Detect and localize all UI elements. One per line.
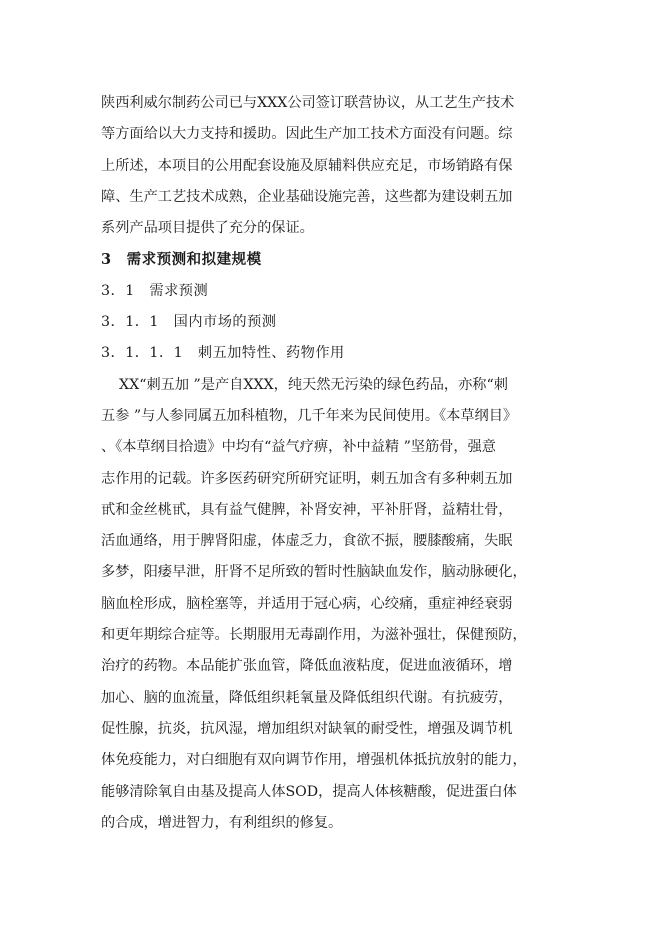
text-line: 多梦，阳痿早泄，肝肾不足所致的暂时性脑缺血发作，脑动脉硬化， bbox=[101, 564, 527, 581]
text-line: 能够清除氧自由基及提高人体SOD，提高人体核糖酸，促进蛋白体 bbox=[101, 783, 517, 800]
document-body bbox=[101, 88, 561, 839]
paragraph-1 bbox=[101, 88, 561, 244]
section-heading-3-1: 3．1 需求预测 bbox=[101, 282, 209, 299]
text-line: 志作用的记载。许多医药研究所研究证明，刺五加含有多种刺五加 bbox=[101, 470, 513, 487]
text-line: 促性腺，抗炎，抗风湿，增加组织对缺氧的耐受性，增强及调节机 bbox=[101, 720, 513, 737]
paragraph-2 bbox=[101, 370, 561, 839]
text-line: 治疗的药物。本品能扩张血管，降低血液粘度，促进血液循环，增 bbox=[101, 658, 513, 675]
text-line: 的合成，增进智力，有利组织的修复。 bbox=[101, 814, 343, 831]
text-line: 活血通络，用于脾肾阳虚，体虚乏力，食欲不振，腰膝酸痛，失眠 bbox=[101, 533, 513, 550]
text-line: 脑血栓形成，脑栓塞等，并适用于冠心病，心绞痛，重症神经衰弱 bbox=[101, 595, 513, 612]
text-line: 等方面给以大力支持和援助。因此生产加工技术方面没有问题。综 bbox=[101, 126, 513, 143]
text-line: 和更年期综合症等。长期服用无毒副作用，为滋补强壮，保健预防， bbox=[101, 627, 527, 644]
text-line: 、《本草纲目拾遗》中均有“益气疗痹，补中益精 ”坚筋骨，强意 bbox=[101, 439, 496, 456]
text-line: 系列产品项目提供了充分的保证。 bbox=[101, 220, 314, 237]
text-line: XX“刺五加 ”是产自XXX，纯天然无污染的绿色药品，亦称“刺 bbox=[119, 376, 508, 393]
text-line: 甙和金丝桃甙，具有益气健脾，补肾安神，平补肝肾，益精壮骨， bbox=[101, 501, 513, 518]
text-line: 上所述，本项目的公用配套设施及原辅料供应充足，市场销路有保 bbox=[101, 157, 513, 174]
text-line: 五参 ”与人参同属五加科植物，几千年来为民间使用。《本草纲目》 bbox=[101, 407, 518, 424]
text-line: 陕西利威尔制药公司已与XXX公司签订联营协议，从工艺生产技术 bbox=[101, 95, 515, 111]
section-heading-3-1-1-1: 3．1．1．1 刺五加特性、药物作用 bbox=[101, 345, 345, 362]
text-line: 障、生产工艺技术成熟，企业基础设施完善，这些都为建设刺五加 bbox=[101, 188, 513, 205]
section-heading-3: 3 需求预测和拟建规模 bbox=[101, 251, 262, 269]
section-heading-3-1-1: 3．1．1 国内市场的预测 bbox=[101, 314, 277, 331]
text-line: 体免疫能力，对白细胞有双向调节作用，增强机体抵抗放射的能力， bbox=[101, 752, 527, 769]
text-line: 加心、脑的血流量，降低组织耗氧量及降低组织代谢。有抗疲劳， bbox=[101, 689, 513, 706]
